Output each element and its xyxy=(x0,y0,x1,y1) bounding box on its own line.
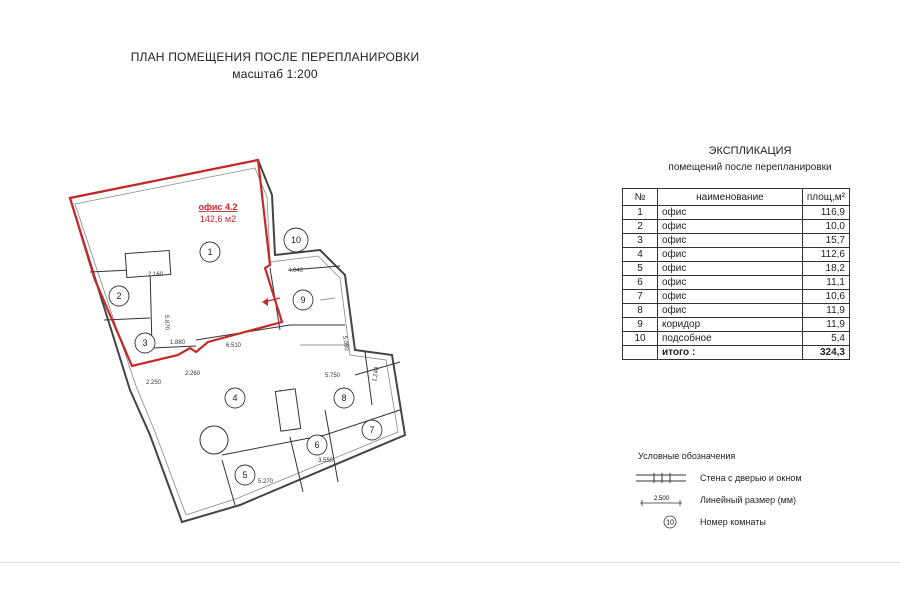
col-number-header: № xyxy=(623,189,658,206)
explication-title: ЭКСПЛИКАЦИЯ xyxy=(708,145,792,157)
round-column xyxy=(200,426,228,454)
room-number: 8 xyxy=(341,393,347,403)
room-number: 5 xyxy=(242,470,248,480)
legend-dim-label: Линейный размер (мм) xyxy=(700,495,797,505)
row-area: 11,9 xyxy=(802,304,849,318)
room-number: 3 xyxy=(142,338,148,348)
table-row xyxy=(623,206,850,220)
row-number: 6 xyxy=(623,276,658,290)
highlighted-office-outline xyxy=(70,160,282,366)
total-empty-cell xyxy=(623,346,658,360)
room-number: 4 xyxy=(232,393,238,403)
explication-table xyxy=(622,188,850,360)
legend-room-row xyxy=(632,515,766,529)
row-name: офис xyxy=(658,220,803,234)
total-label: итого : xyxy=(658,346,803,360)
row-area: 112,6 xyxy=(802,248,849,262)
legend-room-label: Номер комнаты xyxy=(700,517,766,527)
room-number: 10 xyxy=(290,235,302,245)
divider xyxy=(0,562,900,563)
dim-label: 2.250 xyxy=(146,380,162,386)
room-number: 9 xyxy=(300,295,306,305)
row-number: 5 xyxy=(623,262,658,276)
dim-label: 1.240 xyxy=(372,366,381,383)
wall-door-window-icon xyxy=(632,471,690,485)
dim-label: 5.750 xyxy=(325,373,341,379)
room-number-icon xyxy=(632,515,690,529)
row-area: 10,0 xyxy=(802,220,849,234)
row-name: коридор xyxy=(658,318,803,332)
row-area: 11,1 xyxy=(802,276,849,290)
dim-label: 2.160 xyxy=(148,272,164,278)
row-name: подсобное xyxy=(658,332,803,346)
row-number: 3 xyxy=(623,234,658,248)
room-number: 2 xyxy=(116,291,122,301)
office-area: 142,6 м2 xyxy=(199,214,237,224)
row-name: офис xyxy=(658,248,803,262)
dim-label: 6.510 xyxy=(226,343,242,349)
dim-label: 2.260 xyxy=(185,371,201,377)
row-area: 18,2 xyxy=(802,262,849,276)
row-area: 10,6 xyxy=(802,290,849,304)
dim-label: 5.080 xyxy=(341,335,350,352)
page-title: ПЛАН ПОМЕЩЕНИЯ ПОСЛЕ ПЕРЕПЛАНИРОВКИ xyxy=(130,50,420,64)
column-block xyxy=(275,389,300,431)
table-row xyxy=(623,332,850,346)
table-row xyxy=(623,234,850,248)
row-name: офис xyxy=(658,276,803,290)
table-row xyxy=(623,318,850,332)
row-number: 4 xyxy=(623,248,658,262)
table-row xyxy=(623,290,850,304)
row-number: 10 xyxy=(623,332,658,346)
row-area: 15,7 xyxy=(802,234,849,248)
legend-room-num: 10 xyxy=(666,519,674,527)
scale-label: масштаб 1:200 xyxy=(232,67,318,81)
row-name: офис xyxy=(658,262,803,276)
dim-label: 4.040 xyxy=(288,268,304,274)
total-row xyxy=(623,346,850,360)
table-row xyxy=(623,220,850,234)
legend-dim-row xyxy=(632,493,796,507)
row-number: 9 xyxy=(623,318,658,332)
row-name: офис xyxy=(658,206,803,220)
room-number: 6 xyxy=(314,440,320,450)
row-number: 8 xyxy=(623,304,658,318)
table-row xyxy=(623,248,850,262)
row-name: офис xyxy=(658,234,803,248)
row-number: 1 xyxy=(623,206,658,220)
legend-title: Условные обозначения xyxy=(638,451,736,461)
table-row xyxy=(623,262,850,276)
row-name: офис xyxy=(658,290,803,304)
dim-label: 1.880 xyxy=(170,340,186,346)
dim-label: 5.270 xyxy=(258,479,274,485)
row-area: 5,4 xyxy=(802,332,849,346)
legend-wall-row xyxy=(632,471,802,485)
legend-wall-label: Стена с дверью и окном xyxy=(700,473,802,483)
office-label: офис 4.2 xyxy=(198,202,238,212)
explication-subtitle: помещений после перепланировки xyxy=(668,162,832,173)
table-header-row xyxy=(623,189,850,206)
room-number: 7 xyxy=(369,425,375,435)
total-value: 324,3 xyxy=(802,346,849,360)
row-area: 116,9 xyxy=(802,206,849,220)
dim-label: 3.550 xyxy=(318,458,334,464)
table-row xyxy=(623,304,850,318)
legend-dim-value: 2.500 xyxy=(654,496,670,502)
col-name-header: наименование xyxy=(658,189,803,206)
dim-label: 5.870 xyxy=(163,314,170,331)
room-number: 1 xyxy=(207,247,213,257)
table-row xyxy=(623,276,850,290)
row-area: 11,9 xyxy=(802,318,849,332)
row-number: 7 xyxy=(623,290,658,304)
col-area-header: площ,м² xyxy=(802,189,849,206)
row-number: 2 xyxy=(623,220,658,234)
dimension-line-icon xyxy=(632,493,690,507)
row-name: офис xyxy=(658,304,803,318)
